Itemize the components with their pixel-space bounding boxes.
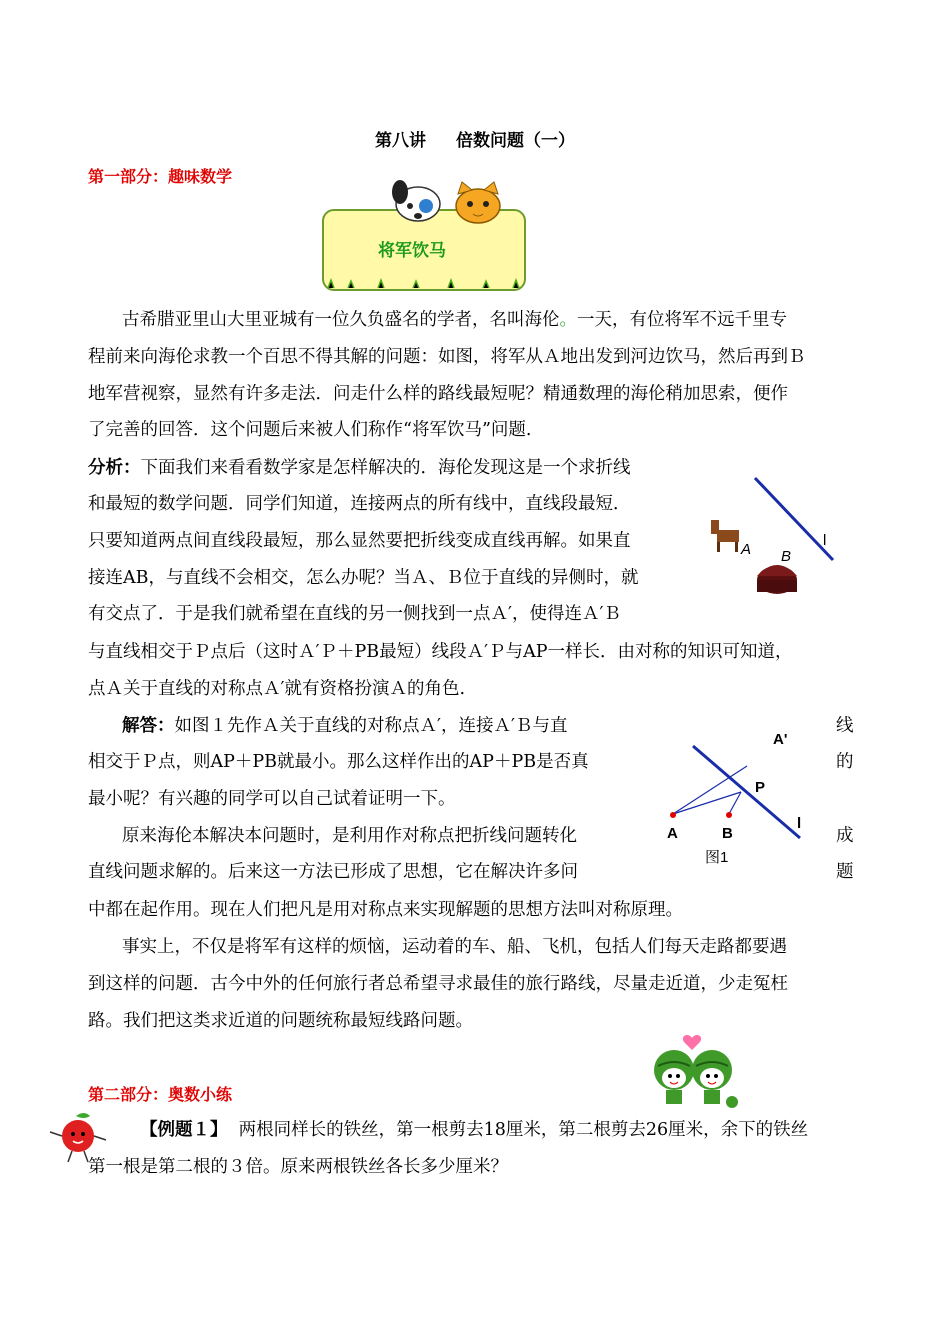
point-a bbox=[670, 812, 676, 818]
example1-line-2: 第一根是第二根的３倍。原来两根铁丝各长多少厘米？ bbox=[88, 1157, 508, 1177]
answer-label: 解答： bbox=[122, 716, 175, 736]
analysis-line-1 bbox=[88, 458, 631, 478]
story-line-4: 了完善的回答．这个问题后来被人们称作“将军饮马”问题. bbox=[88, 420, 532, 440]
answer-text-1: 如图１先作Ａ关于直线的对称点Ａ′，连接Ａ′Ｂ与直 bbox=[174, 716, 568, 736]
answer-line-6: 中都在起作用。现在人们把凡是用对称点来实现解题的思想方法叫对称原理。 bbox=[88, 900, 683, 920]
analysis-line-4: 接连AB，与直线不会相交，怎么办呢？当Ａ、Ｂ位于直线的异侧时，就 bbox=[88, 568, 639, 588]
top-label-b: B bbox=[781, 548, 792, 565]
answer-right-4: 成 bbox=[836, 826, 854, 846]
answer-line-4: 原来海伦本解决本问题时，是利用作对称点把折线问题转化 bbox=[122, 826, 577, 846]
answer-line-5: 直线问题求解的。后来这一方法已形成了思想，它在解决许多问 bbox=[88, 862, 578, 882]
answer-line-2: 相交于Ｐ点，则AP＋PB就最小。那么这样作出的AP＋PB是否真 bbox=[88, 752, 589, 772]
title-topic: 倍数问题（一） bbox=[456, 131, 575, 151]
answer-line-1 bbox=[122, 716, 567, 736]
page-title bbox=[0, 126, 950, 151]
label-l: l bbox=[797, 815, 802, 832]
example1-label: 【例题１】 bbox=[140, 1120, 228, 1140]
analysis-line-7: 点Ａ关于直线的对称点Ａ′就有资格扮演Ａ的角色. bbox=[88, 679, 466, 699]
label-a-prime: A' bbox=[773, 731, 788, 748]
label-b: B bbox=[722, 825, 733, 842]
analysis-line-3: 只要知道两点间直线段最短，那么显然要把折线变成直线再解。如果直 bbox=[88, 531, 631, 551]
horse-icon bbox=[711, 520, 739, 552]
story-line-1b: 一天，有位将军不远千里专 bbox=[577, 310, 787, 330]
top-label-l: l bbox=[823, 532, 827, 549]
fact-line-3: 路。我们把这类求近道的问题统称最短线路问题。 bbox=[88, 1011, 473, 1031]
story-line-1 bbox=[122, 310, 787, 330]
story-line-1a: 古希腊亚里山大里亚城有一位久负盛名的学者，名叫海伦 bbox=[122, 310, 560, 330]
answer-right-5: 题 bbox=[836, 862, 854, 882]
answer-right-2: 的 bbox=[836, 752, 854, 772]
sign-text: 将军饮马 bbox=[378, 241, 446, 261]
point-b bbox=[726, 812, 732, 818]
answer-line-3: 最小呢？有兴趣的同学可以自己试着证明一下。 bbox=[88, 789, 456, 809]
figure-1 bbox=[655, 718, 825, 868]
story-line-2: 程前来向海伦求教一个百思不得其解的问题：如图，将军从Ａ地出发到河边饮马，然后再到Ｂ bbox=[88, 347, 806, 367]
yurt-icon bbox=[757, 565, 797, 594]
section1-heading: 第一部分：趣味数学 bbox=[88, 167, 233, 186]
label-p: P bbox=[755, 779, 766, 796]
example1-text-1: 两根同样长的铁丝，第一根剪去18厘米，第二根剪去26厘米，余下的铁丝 bbox=[238, 1120, 809, 1140]
label-a: A bbox=[667, 825, 678, 842]
top-label-a: A bbox=[741, 541, 752, 558]
analysis-line-2: 和最短的数学问题．同学们知道，连接两点的所有线中，直线段最短． bbox=[88, 494, 631, 514]
story-line-3: 地军营视察，显然有许多走法．问走什么样的路线最短呢？精通数理的海伦稍加思索，便作 bbox=[88, 384, 788, 404]
analysis-label: 分析： bbox=[88, 458, 141, 478]
horse-river-figure bbox=[705, 472, 845, 607]
section2-heading: 第二部分：奥数小练 bbox=[88, 1085, 233, 1104]
fact-line-2: 到这样的问题．古今中外的任何旅行者总希望寻求最佳的旅行路线，尽量走近道，少走冤枉 bbox=[88, 974, 788, 994]
title-lecture: 第八讲 bbox=[375, 131, 426, 151]
river-line bbox=[755, 478, 833, 560]
watermelon-kids-icon bbox=[640, 1030, 750, 1112]
mirror-line bbox=[693, 746, 800, 838]
example1-line-1 bbox=[140, 1120, 808, 1140]
story-green-period: 。 bbox=[559, 310, 577, 330]
analysis-text-1: 下面我们来看看数学家是怎样解决的．海伦发现这是一个求折线 bbox=[140, 458, 631, 478]
figure-caption: 图1 bbox=[705, 849, 729, 866]
segment-a-to-line bbox=[673, 766, 747, 814]
analysis-line-5: 有交点了．于是我们就希望在直线的另一侧找到一点Ａ′，使得连Ａ′Ｂ bbox=[88, 604, 621, 624]
answer-right-1: 线 bbox=[836, 716, 854, 736]
analysis-line-6: 与直线相交于Ｐ点后（这时Ａ′Ｐ＋PB最短）线段Ａ′Ｐ与AP一样长．由对称的知识可知道， bbox=[88, 642, 793, 662]
fact-line-1: 事实上，不仅是将军有这样的烦恼，运动着的车、船、飞机，包括人们每天走路都要遇 bbox=[122, 937, 787, 957]
